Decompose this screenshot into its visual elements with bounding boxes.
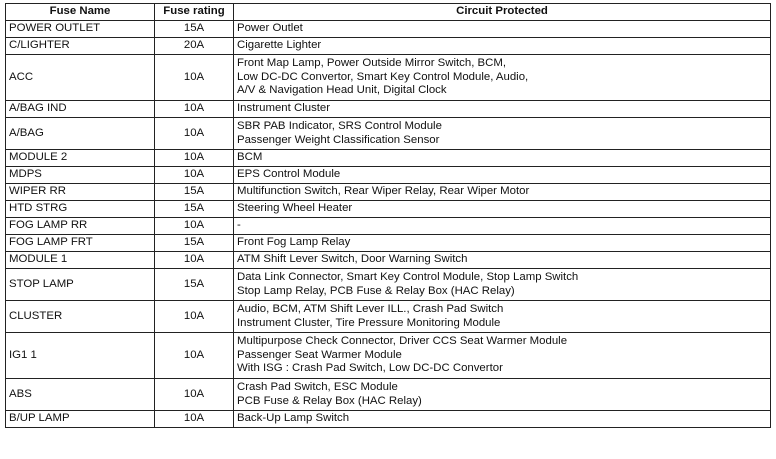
fuse-name-cell: FOG LAMP RR	[6, 218, 155, 235]
circuit-line: Data Link Connector, Smart Key Control Module, Stop Lamp Switch	[237, 270, 579, 283]
fuse-rating-cell: 10A	[155, 218, 234, 235]
fuse-rating-cell: 15A	[155, 235, 234, 252]
table-row	[6, 118, 771, 150]
table-row	[6, 38, 771, 55]
circuit-protected-cell	[234, 235, 771, 252]
circuit-protected-cell	[234, 101, 771, 118]
table-row	[6, 252, 771, 269]
fuse-rating-cell: 10A	[155, 150, 234, 167]
circuit-line: Stop Lamp Relay, PCB Fuse & Relay Box (HAC Relay)	[237, 284, 515, 297]
circuit-protected-cell	[234, 333, 771, 379]
fuse-rating-cell: 10A	[155, 301, 234, 333]
circuit-line: -	[237, 219, 241, 232]
fuse-name-cell: MDPS	[6, 167, 155, 184]
table-row	[6, 269, 771, 301]
circuit-protected-cell	[234, 150, 771, 167]
table-row	[6, 379, 771, 411]
fuse-name-cell: A/BAG	[6, 118, 155, 150]
fuse-name-cell: ACC	[6, 55, 155, 101]
fuse-name-cell: POWER OUTLET	[6, 21, 155, 38]
fuse-rating-cell: 15A	[155, 269, 234, 301]
circuit-protected-cell	[234, 118, 771, 150]
fuse-name-cell: MODULE 1	[6, 252, 155, 269]
circuit-line: Instrument Cluster, Tire Pressure Monitoring Module	[237, 316, 501, 329]
circuit-line: Power Outlet	[237, 22, 303, 35]
fuse-table-body	[6, 21, 771, 428]
fuse-name-cell: C/LIGHTER	[6, 38, 155, 55]
circuit-protected-cell	[234, 201, 771, 218]
fuse-rating-cell: 10A	[155, 379, 234, 411]
fuse-rating-cell: 10A	[155, 55, 234, 101]
circuit-protected-cell	[234, 55, 771, 101]
circuit-line: Front Map Lamp, Power Outside Mirror Switch, BCM,	[237, 56, 507, 69]
circuit-line: EPS Control Module	[237, 168, 341, 181]
circuit-line: With ISG : Crash Pad Switch, Low DC-DC Convertor	[237, 362, 503, 375]
fuse-rating-cell: 10A	[155, 252, 234, 269]
table-row	[6, 218, 771, 235]
circuit-protected-cell	[234, 21, 771, 38]
circuit-protected-cell	[234, 167, 771, 184]
fuse-rating-cell: 10A	[155, 118, 234, 150]
fuse-name-cell: WIPER RR	[6, 184, 155, 201]
header-row	[6, 4, 771, 21]
table-row	[6, 235, 771, 252]
fuse-name-cell: MODULE 2	[6, 150, 155, 167]
fuse-rating-cell: 15A	[155, 184, 234, 201]
circuit-protected-cell	[234, 379, 771, 411]
circuit-line: A/V & Navigation Head Unit, Digital Clock	[237, 84, 447, 97]
circuit-protected-cell	[234, 269, 771, 301]
fuse-name-cell: B/UP LAMP	[6, 411, 155, 428]
circuit-line: Back-Up Lamp Switch	[237, 412, 350, 425]
circuit-line: Crash Pad Switch, ESC Module	[237, 380, 398, 393]
circuit-protected-cell	[234, 38, 771, 55]
table-row	[6, 150, 771, 167]
fuse-rating-cell: 15A	[155, 201, 234, 218]
fuse-name-cell: CLUSTER	[6, 301, 155, 333]
circuit-line: BCM	[237, 151, 263, 164]
fuse-table	[5, 3, 771, 428]
table-row	[6, 411, 771, 428]
table-row	[6, 201, 771, 218]
circuit-line: Front Fog Lamp Relay	[237, 236, 351, 249]
circuit-line: ATM Shift Lever Switch, Door Warning Switch	[237, 253, 468, 266]
circuit-line: Passenger Weight Classification Sensor	[237, 133, 440, 146]
fuse-name-cell: STOP LAMP	[6, 269, 155, 301]
fuse-rating-cell: 15A	[155, 21, 234, 38]
fuse-name-cell: ABS	[6, 379, 155, 411]
table-row	[6, 167, 771, 184]
fuse-rating-cell: 10A	[155, 333, 234, 379]
fuse-rating-cell: 10A	[155, 101, 234, 118]
circuit-line: Instrument Cluster	[237, 102, 331, 115]
header-fuse-rating: Fuse rating	[155, 4, 234, 21]
fuse-name-cell: A/BAG IND	[6, 101, 155, 118]
circuit-protected-cell	[234, 252, 771, 269]
circuit-line: Steering Wheel Heater	[237, 202, 353, 215]
circuit-line: Multipurpose Check Connector, Driver CCS Seat Warmer Module	[237, 334, 568, 347]
circuit-line: Audio, BCM, ATM Shift Lever ILL., Crash Pad Switch	[237, 302, 504, 315]
fuse-rating-cell: 10A	[155, 167, 234, 184]
table-row	[6, 333, 771, 379]
circuit-line: Low DC-DC Convertor, Smart Key Control Module, Audio,	[237, 70, 529, 83]
circuit-line: SBR PAB Indicator, SRS Control Module	[237, 119, 442, 132]
circuit-protected-cell	[234, 411, 771, 428]
fuse-name-cell: IG1 1	[6, 333, 155, 379]
fuse-name-cell: FOG LAMP FRT	[6, 235, 155, 252]
table-row	[6, 21, 771, 38]
fuse-name-cell: HTD STRG	[6, 201, 155, 218]
fuse-rating-cell: 10A	[155, 411, 234, 428]
circuit-line: PCB Fuse & Relay Box (HAC Relay)	[237, 394, 422, 407]
table-row	[6, 184, 771, 201]
circuit-line: Cigarette Lighter	[237, 39, 322, 52]
circuit-protected-cell	[234, 184, 771, 201]
circuit-line: Multifunction Switch, Rear Wiper Relay, Rear Wiper Motor	[237, 185, 530, 198]
fuse-rating-cell: 20A	[155, 38, 234, 55]
table-row	[6, 301, 771, 333]
circuit-protected-cell	[234, 301, 771, 333]
table-row	[6, 55, 771, 101]
header-circuit-protected: Circuit Protected	[234, 4, 771, 21]
circuit-protected-cell	[234, 218, 771, 235]
table-row	[6, 101, 771, 118]
header-fuse-name: Fuse Name	[6, 4, 155, 21]
circuit-line: Passenger Seat Warmer Module	[237, 348, 402, 361]
